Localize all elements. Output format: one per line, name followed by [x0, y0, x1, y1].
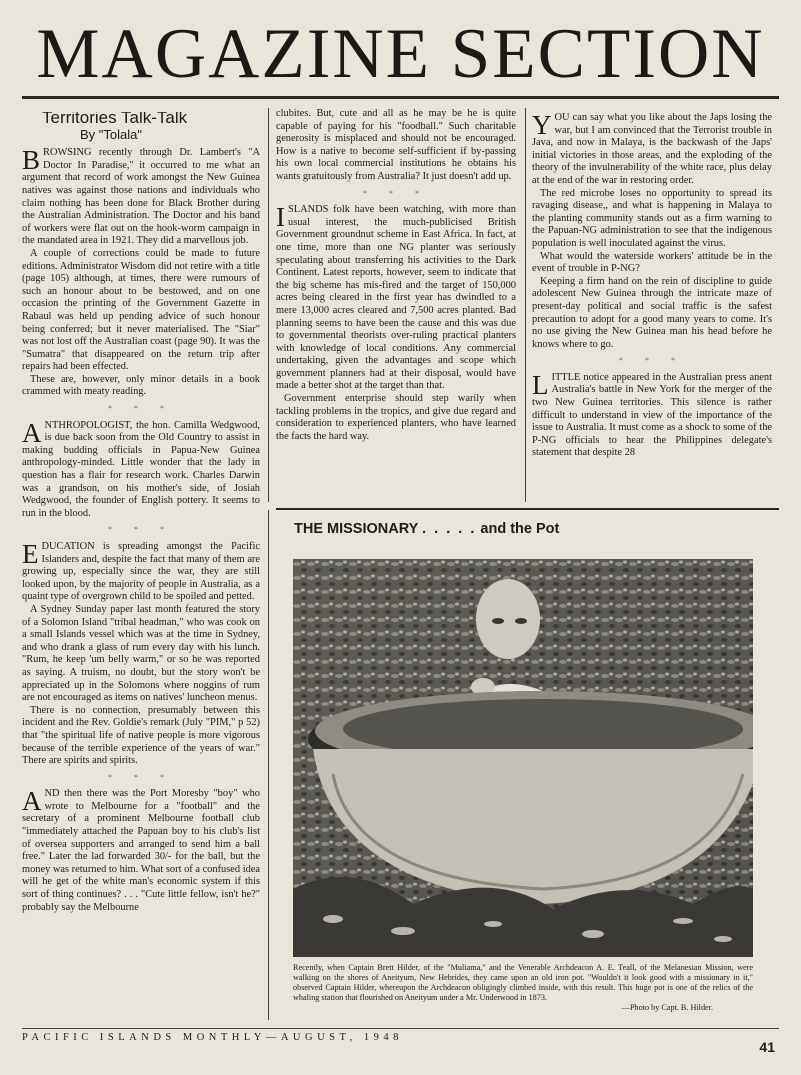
footer-rule — [22, 1028, 779, 1029]
photo-heading-sub: and the Pot — [480, 521, 560, 537]
photo-caption — [293, 963, 753, 1013]
photo-illustration — [293, 559, 753, 957]
paragraph: AND then there was the Port Moresby "boy" who wrote to Melbourne for a "football" and the secretary of a prominent Melbourne football club "immediately attached the Papuan boy to his club's list of oversea supporters and arranged to send him a ball free." Later the lad forwarded 30/- for the ball, but the money was returned to him. What sort of a confused idea will he get of the white man's economic system if this sort of thing continues? . . . "Cute little fellow, isn't he?" probably say the Melbourne — [22, 786, 260, 913]
paragraph: LITTLE notice appeared in the Australian press anent Australia's battle in New York for the merger of the two New Guinea territories. This silence is rather difficult to understand in view of the importance of the issue to Australia. It must come as a shock to some of the P-NG officials to hear the Philippines delegate's statement that despite 28 — [532, 369, 772, 459]
paragraph: YOU can say what you like about the Japs losing the war, but I am convinced that the Terrorist trouble in Java, and now in Malaya, is the backwash of the Japs' initial victories in those areas, and the exploding of the theory of the invulnerability of the white race, plus delay at the end of the war in restoring order. — [532, 112, 772, 186]
masthead-title: MAGAZINE SECTION — [36, 15, 765, 93]
article-byline: By "Tolala" — [80, 126, 142, 142]
drop-cap: E — [22, 539, 39, 569]
paragraph: clubites. But, cute and all as he may be he is quite capable of paying for his "foodball." Such charitable generosity is misplaced and should not be encouraged. How is a native to become self-sufficient if by-passing his own local commercial institutions he obtains his wants gratuitously from Australia? It just doesn't add up. — [276, 108, 516, 182]
page-number: 41 — [759, 1039, 775, 1055]
paragraph: EDUCATION is spreading amongst the Pacific Islanders and, despite the fact that many of them are growing up, especially since the war, they are still looked upon, by the majority of people in Australia, as a quaint type of overgrown child to be spoiled and petted. — [22, 539, 260, 603]
photo-missionary-in-pot — [293, 559, 753, 957]
photo-section-rule — [276, 508, 779, 510]
masthead-rule — [22, 96, 779, 99]
column-divider-1b — [268, 510, 269, 1020]
photo-credit: —Photo by Capt. B. Hilder. — [621, 1003, 713, 1012]
drop-cap: B — [22, 145, 41, 176]
drop-cap: Y — [532, 112, 552, 140]
column-divider-1 — [268, 108, 269, 502]
section-break: * * * — [108, 404, 174, 414]
paragraph: These are, however, only minor details in a book crammed with meaty reading. — [22, 373, 260, 398]
photo-heading-dots: . . . . . — [422, 521, 477, 537]
column-divider-2 — [525, 108, 526, 502]
paragraph: ISLANDS folk have been watching, with more than usual interest, the much-publicised British Government groundnut scheme in East Africa. In fact, at one time, more than one NG planter was seriously speculating about transferring his activities to the Dark Continent. Latest reports, however, seem to indicate that the big scheme has mis-fired and the target of 150,000 acres being cleared in the first year has dwindled to a mere 13,000 acres cleared and 7,500 acres planted. Bad planning seems to have been the cause and this was due to governmental theorists over-ruling practical planters with knowledge of local conditions. Any commercial undertaking, given the advantages and scope which government planners had at their disposal, would have made a better shot at the target than that. — [276, 202, 516, 392]
paragraph: There is no connection, presumably between this incident and the Rev. Goldie's remark (July "PIM," p 52) that "the spiritual life of native people is more vigorous because of the terrible experience of the years of war." There are spirits and spirits. — [22, 704, 260, 767]
column-1 — [22, 112, 260, 1024]
photo-caption-text: Recently, when Captain Brett Hilder, of the "Muliama," and the Venerable Archdeacon A. E. Teall, of the Melanesian Mission, were walking on the shores of Aneityum, New Hebrides, they came upon an old iron pot. "Wouldn't it look good with a missionary in it," observed Captain Hilder, whereupon the Archdeacon obligingly climbed inside, with this result. This huge pot is one of the relics of the whaling station that flourished on Aneityum under a Mr. Underwood in 1873. — [293, 963, 753, 1002]
paragraph: ANTHROPOLOGIST, the hon. Camilla Wedgwood, is due back soon from the Old Country to assist in making budding officials in Papua-New Guinea anthropology-minded. Little wonder that the lady in question has a flair for research work. Charles Darwin was a grandson, on his mother's side, of Josiah Wedgwood, the founder of English pottery. It seems to run in the blood. — [22, 417, 260, 519]
drop-cap: L — [532, 369, 549, 400]
paragraph: BROWSING recently through Dr. Lambert's "A Doctor In Paradise," it occurred to me what an argument that record of work amongst the New Guinea natives was against those nations and individuals who claim nothing has been done for Black Brother during the Australian Administration. The Doctor and his band of workers were flat out on the hook-worm campaign in the mandated area in 1921. They did a marvellous job. — [22, 145, 260, 247]
photo-heading-main: THE MISSIONARY — [294, 521, 419, 537]
section-break: * * * — [108, 525, 174, 535]
paragraph: Keeping a firm hand on the rein of discipline to guide adolescent New Guinea through the intricate maze of present-day political and social traffic is the safest precaution to adopt for a good many years to come. It's no use giving the New Guinea man his head before he knows where to go. — [532, 275, 772, 350]
paragraph: Government enterprise should step warily when tackling problems in the tropics, and give due regard and consideration to experienced planters, who have learned the facts the hard way. — [276, 393, 516, 442]
paragraph: What would the waterside workers' attitude be in the event of trouble in P-NG? — [532, 250, 772, 275]
drop-cap: I — [276, 202, 285, 233]
drop-cap: A — [22, 417, 42, 448]
photo-heading — [294, 521, 559, 537]
paragraph: A Sydney Sunday paper last month featured the story of a Solomon Island "tribal headman," who was cook on a small Islands vessel which was at the time in Sydney, and who drank a glass of rum every day with his lunch. "Rum, he keep 'um belly warm," or so he was reported as saying. A truism, no doubt, but the story won't be appreciated up in the Solomons where noggins of rum are not encouraged as items on natives' luncheon menus. — [22, 603, 260, 704]
section-break: * * * — [619, 356, 685, 366]
column-3 — [532, 112, 772, 502]
section-break: * * * — [108, 772, 174, 782]
article-title: Territories Talk-Talk — [42, 112, 188, 127]
drop-cap: A — [22, 786, 42, 817]
section-break: * * * — [363, 188, 429, 198]
footer-publication: PACIFIC ISLANDS MONTHLY—AUGUST, 1948 — [22, 1032, 403, 1043]
paragraph: A couple of corrections could be made to future editions. Administrator Wisdom did not retire with a title (page 105) although, at times, there were rumours of such an honour about to be bestowed, and on one occasion the printing of the Government Gazette in Rabaul was held up pending advice of such honour being conferred; but it never materialised. The "Siar" was not lost off the Australian coast (page 90). It was the "Sumatra" that disappeared on the return trip after repairs had been effected. — [22, 247, 260, 373]
paragraph: The red microbe loses no opportunity to spread its ravaging disease,, and what is happening in Malaya to the planting community stands out as a firm warning to the Papuan-NG administration to see that the indigenous population is well inoculated against the virus. — [532, 187, 772, 249]
column-2 — [276, 108, 516, 502]
